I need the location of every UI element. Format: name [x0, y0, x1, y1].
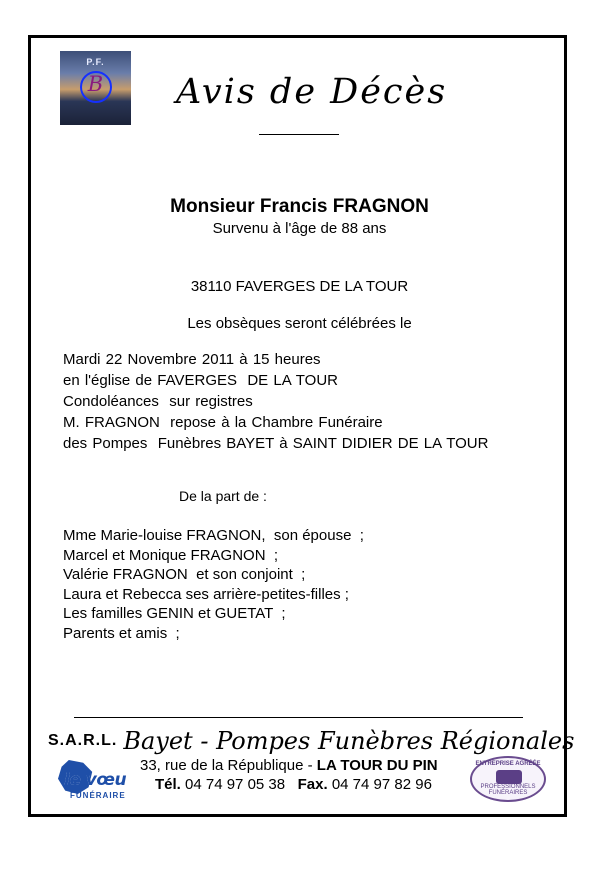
tel-label: Tél. — [155, 776, 181, 793]
page-title: Avis de Décès — [176, 72, 448, 112]
pf-b-logo — [60, 51, 131, 125]
ceremony-line: en l'église de FAVERGES DE LA TOUR — [63, 372, 338, 389]
company-type: S.A.R.L. — [48, 732, 118, 749]
logo-initials: P.F. — [86, 57, 105, 67]
family-line: Marcel et Monique FRAGNON ; — [63, 546, 279, 564]
tel-number: 04 74 97 05 38 — [185, 776, 286, 793]
company-line — [48, 727, 574, 755]
ceremony-intro: Les obsèques seront célébrées le — [187, 315, 412, 332]
family-line: Valérie FRAGNON et son conjoint ; — [63, 566, 306, 583]
footer-divider — [74, 717, 523, 718]
title-underline — [259, 134, 339, 135]
family-line: Parents et amis ; — [63, 624, 180, 642]
seal-emblem — [496, 770, 522, 784]
ceremony-line: Condoléances sur registres — [63, 393, 253, 410]
ceremony-line: Mardi 22 Novembre 2011 à 15 heures — [63, 351, 321, 368]
fax-number: 04 74 97 82 96 — [331, 776, 432, 793]
address-street: 33, rue de la République - — [140, 757, 317, 774]
company-phones — [155, 776, 432, 793]
logo-subtitle: FUNÉRAIRE — [70, 791, 126, 800]
agreed-company-seal-icon — [470, 756, 546, 802]
le-voeu-funeraire-logo — [50, 758, 132, 804]
deceased-name: Monsieur Francis FRAGNON — [170, 196, 429, 217]
deceased-town: 38110 FAVERGES DE LA TOUR — [190, 278, 409, 295]
logo-wordmark: le vœu — [64, 770, 127, 790]
ceremony-line: des Pompes Funèbres BAYET à SAINT DIDIER DE LA TOUR — [63, 435, 489, 452]
seal-top-text: ENTREPRISE AGRÉÉE — [475, 761, 541, 767]
family-list — [63, 526, 364, 643]
address-town: LA TOUR DU PIN — [316, 757, 438, 774]
family-line: Les familles GENIN et GUETAT ; — [63, 605, 286, 622]
fax-label: Fax. — [297, 776, 328, 793]
family-intro: De la part de : — [179, 488, 267, 504]
company-name: Bayet - Pompes Funèbres Régionales — [123, 727, 575, 755]
family-line: Mme Marie-louise FRAGNON, son épouse ; — [63, 527, 364, 544]
ceremony-details — [63, 349, 488, 454]
family-line: Laura et Rebecca ses arrière-petites-filles ; — [63, 585, 349, 603]
ceremony-line: M. FRAGNON repose à la Chambre Funéraire — [63, 414, 383, 431]
deceased-age: Survenu à l'âge de 88 ans — [212, 220, 387, 237]
seal-bottom-text: PROFESSIONNELS FUNÉRAIRES — [480, 784, 536, 796]
company-address — [140, 757, 438, 774]
logo-letter: B — [87, 72, 104, 96]
